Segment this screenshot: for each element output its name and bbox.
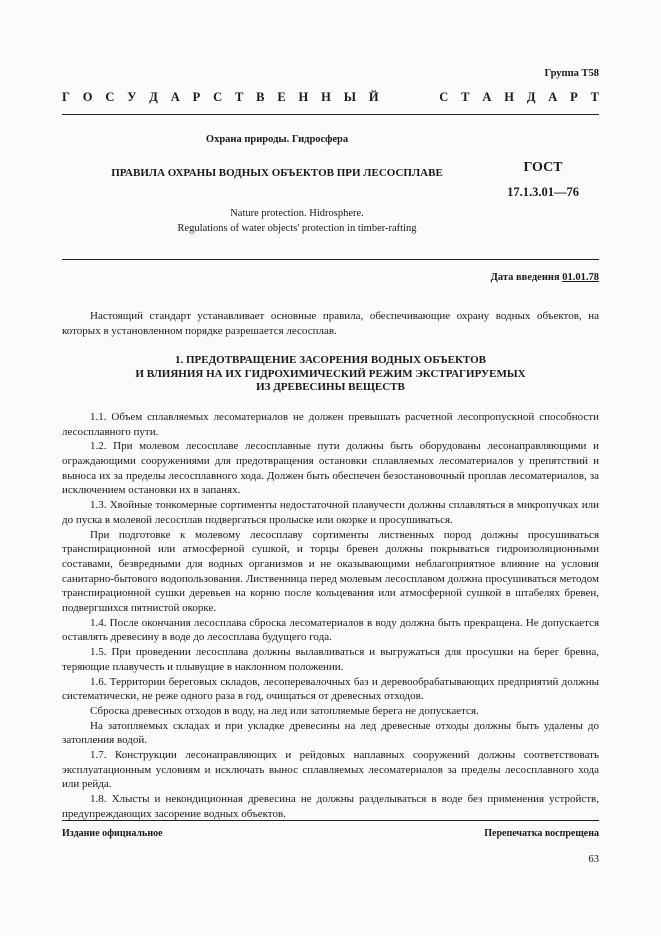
standard-header-letter: Р (192, 90, 201, 104)
english-title (62, 207, 532, 236)
paragraph: 1.1. Объем сплавляемых лесоматериалов не должен превышать расчетной лесопропускной способности лесосплавного пути. (62, 410, 599, 438)
section-heading (62, 354, 599, 395)
standard-header-letter: В (256, 90, 265, 104)
standard-header-letter: А (170, 90, 180, 104)
standard-header-letter: Д (149, 90, 158, 104)
standard-header-letter: А (482, 90, 492, 104)
paragraph: 1.7. Конструкции лесонаправляющих и рейдовых наплавных сооружений должны соответствовать эксплуатационным условиям и исключать вынос сплавляемых лесоматериалов за пределы лесосплавного хода или рейда. (62, 749, 599, 791)
standard-header-letter: О (82, 90, 93, 104)
standard-header-letter: Ы (343, 90, 356, 104)
paragraph: 1.8. Хлысты и некондиционная древесина не должны разделываться в воде без применения устройств, предупреждающих засорение водных объектов. (62, 793, 599, 820)
standard-header-letter: Е (277, 90, 286, 104)
standard-header-letter: Т (461, 90, 470, 104)
standard-header-letter: Г (62, 90, 70, 104)
gost-label: ГОСТ (523, 160, 563, 175)
footer-reprint-notice: Перепечатка воспрещена (484, 828, 599, 839)
standard-header (62, 90, 599, 105)
paragraph: 1.2. При молевом лесосплаве лесосплавные пути должны быть оборудованы лесонаправляющими и ограждающими сооружениями для предотвращения остановки сплавляемых лесоматериалов у препятствий и выноса их за пределы лесосплавного хода. Должен быть обеспечен безостановочный проплав лесоматериалов, за исключением остановки их в запанях. (62, 440, 599, 497)
english-title-line: Regulations of water objects' protection in timber-rafting (177, 222, 417, 234)
standard-header-letter (391, 90, 394, 105)
standard-header-letter: Р (570, 90, 578, 104)
english-title-line: Nature protection. Hidrosphere. (230, 208, 364, 219)
paragraph: 1.5. При проведении лесосплава должны вылавливаться и выгружаться для просушки на берег бревна, теряющие плавучесть и плывущие в наклонном положении. (62, 646, 599, 673)
paragraph: 1.4. После окончания лесосплава сброска лесоматериалов в воду должна быть прекращена. Не допускается оставлять древесину в воде до лесосплава будущего года. (62, 616, 599, 644)
intro-date-value: 01.01.78 (562, 272, 599, 283)
standard-header-letter: С (213, 90, 223, 104)
gost-number: 17.1.3.01—76 (507, 185, 579, 199)
standard-header-letter: Й (368, 90, 379, 104)
standard-header-letter: С (105, 90, 115, 104)
divider (62, 259, 599, 260)
section-heading-line: ИЗ ДРЕВЕСИНЫ ВЕЩЕСТВ (256, 381, 405, 394)
divider (62, 114, 599, 115)
standard-header-letter: Т (590, 90, 599, 104)
paragraph: 1.6. Территории береговых складов, лесоперевалочных баз и деревообрабатывающих предприятий должны систематически, не реже одного раза в год, очищаться от древесных отходов. (62, 675, 599, 703)
divider (62, 820, 599, 821)
standard-header-letter: Н (298, 90, 309, 104)
standard-header-letter: У (127, 90, 137, 104)
standard-header-letter (423, 90, 426, 105)
page-number: 63 (588, 854, 599, 865)
standard-header-letter: Д (526, 90, 536, 104)
body-text (62, 309, 599, 822)
intro-date-label: Дата введения (490, 272, 560, 283)
standard-header-letter: Т (234, 90, 244, 104)
standard-header-letter: А (548, 90, 558, 104)
intro-date (491, 272, 599, 283)
intro-paragraph: Настоящий стандарт устанавливает основные правила, обеспечивающие охрану водных объектов, на которых в установленном порядке разрешается лесосплав. (62, 310, 599, 337)
document-title: ПРАВИЛА ОХРАНЫ ВОДНЫХ ОБЪЕКТОВ ПРИ ЛЕСОСПЛАВЕ (111, 167, 443, 179)
standard-header-letter: Н (504, 90, 514, 104)
paragraph: 1.3. Хвойные тонкомерные сортименты недостаточной плавучести должны сплавляться в микропучках или до пуска в молевой лесосплав подвергаться пролыске или окорке и просушиваться. (62, 499, 599, 526)
group-code: Группа Т58 (544, 68, 599, 79)
section-heading-line: И ВЛИЯНИЯ НА ИХ ГИДРОХИМИЧЕСКИЙ РЕЖИМ ЭКСТРАГИРУЕМЫХ (135, 367, 526, 380)
paragraph: При подготовке к молевому лесосплаву сортименты лиственных пород должны просушиваться транспирационной или атмосферной сушкой, и торцы бревен должны покрываться гидроизоляционными составами, безвредными для водных организмов и не оказывающими неблагоприятное влияние на условия санитарно-бытового водопользования. Лиственница перед молевым лесосплавом должна просушиваться методом транспирационной сушки деревьев на корню после кольцевания или атмосферной сушкой в штабелях бревен, подвергшихся пятнистой окорке. (62, 528, 599, 615)
standard-header-letter: С (439, 90, 449, 104)
paragraph: Сброска древесных отходов в воду, на лед или затопляемые берега не допускается. (90, 704, 479, 717)
footer-edition: Издание официальное (62, 828, 163, 839)
standard-header-letter (407, 90, 410, 105)
document-subtitle: Охрана природы. Гидросфера (205, 134, 349, 145)
standard-header-letter: Н (321, 90, 331, 104)
paragraph: На затопляемых складах и при укладке древесины на лед древесные отходы должны быть удалены до затопления водой. (62, 719, 599, 747)
section-heading-line: 1. ПРЕДОТВРАЩЕНИЕ ЗАСОРЕНИЯ ВОДНЫХ ОБЪЕКТОВ (174, 354, 487, 367)
